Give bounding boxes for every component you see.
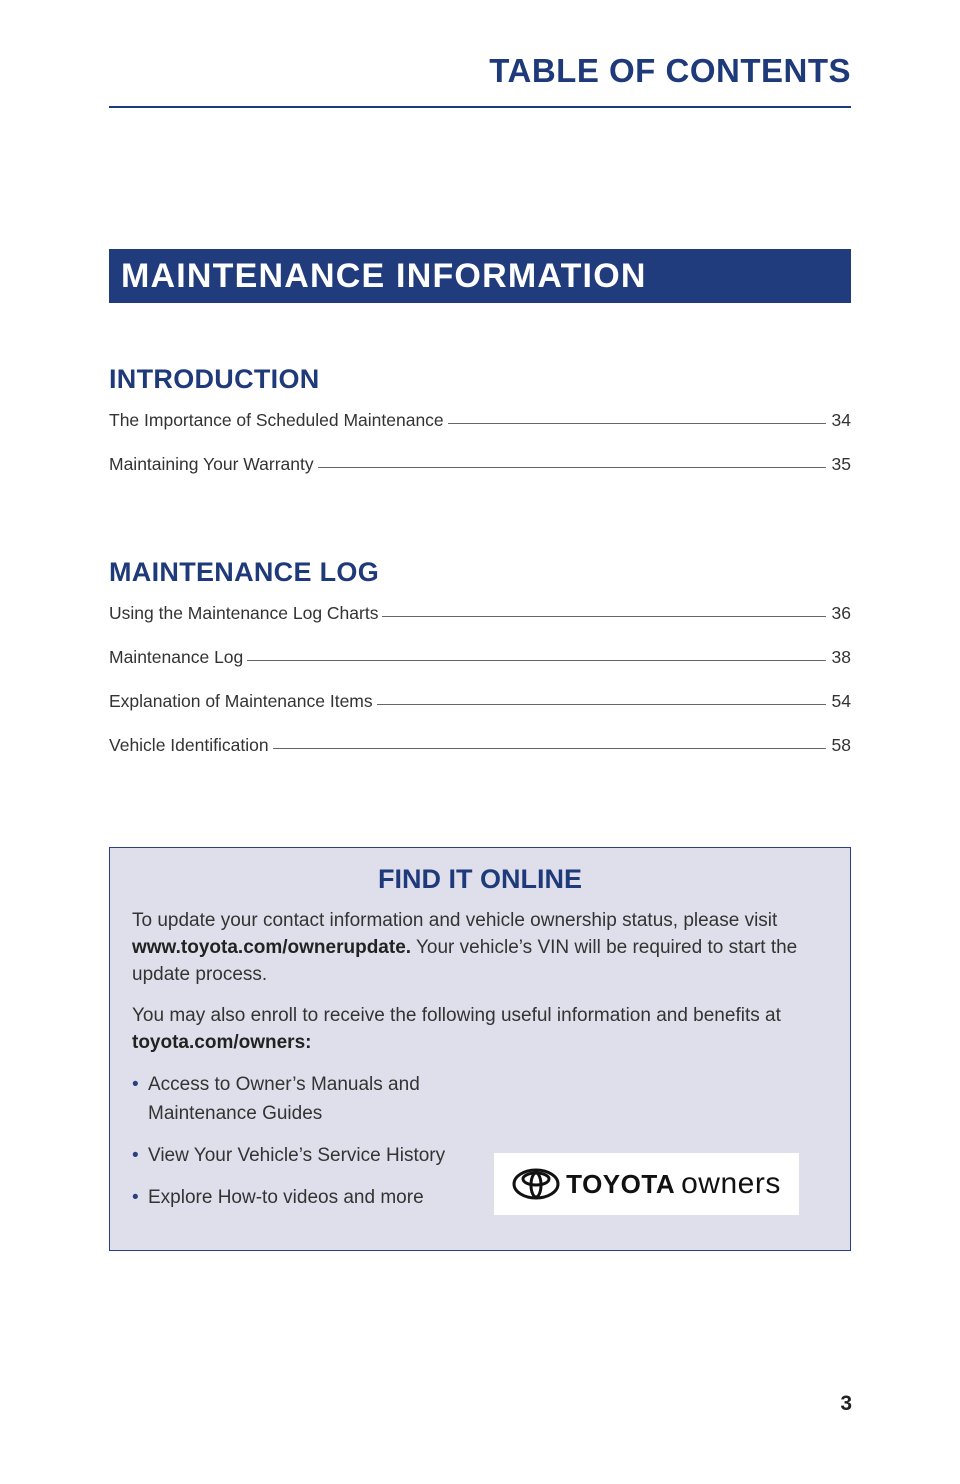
toc-leader-line (318, 467, 826, 468)
group-heading-maintenance-log: MAINTENANCE LOG (109, 557, 379, 587)
toc-leader-line (273, 748, 826, 749)
toc-leader-line (377, 704, 826, 705)
benefit-text: View Your Vehicle’s Service History (148, 1145, 446, 1166)
benefit-text: Explore How-to videos and more (148, 1187, 424, 1208)
toc-entry-label: Maintaining Your Warranty (109, 454, 314, 474)
toyota-owners-logo (494, 1153, 799, 1215)
benefit-item (132, 1070, 478, 1128)
toc-entry[interactable] (109, 598, 851, 642)
toc-entry-label: Explanation of Maintenance Items (109, 691, 373, 711)
toc-entry-page: 36 (831, 603, 851, 623)
toc-entry-page: 38 (831, 647, 851, 667)
logo-brand-text: TOYOTA (566, 1168, 676, 1199)
update-info-paragraph (132, 907, 828, 988)
find-it-online-box (109, 847, 851, 1251)
toc-group-introduction (109, 364, 851, 493)
logo-suffix-text: owners (681, 1167, 781, 1200)
benefit-text: Access to Owner’s Manuals and Maintenance Guides (148, 1074, 420, 1124)
bullet-icon: • (132, 1145, 139, 1166)
update-info-text: To update your contact information and vehicle ownership status, please visit (132, 910, 778, 931)
toyota-emblem-icon (512, 1168, 560, 1200)
toc-entry[interactable] (109, 642, 851, 686)
toc-entry-page: 35 (831, 454, 851, 474)
benefit-item (132, 1183, 478, 1212)
page-number: 3 (840, 1392, 852, 1415)
find-it-online-title: FIND IT ONLINE (378, 864, 582, 894)
enroll-text: You may also enroll to receive the following useful information and benefits at (132, 1005, 781, 1026)
section-banner (109, 249, 851, 303)
toc-group-maintenance-log (109, 557, 851, 774)
owners-link[interactable]: toyota.com/owners: (132, 1032, 312, 1053)
group-heading-introduction: INTRODUCTION (109, 364, 320, 394)
header-divider (109, 106, 851, 108)
toc-entry-label: Using the Maintenance Log Charts (109, 603, 379, 623)
enroll-paragraph (132, 1002, 828, 1056)
toc-entry-label: Maintenance Log (109, 647, 244, 667)
benefit-item (132, 1141, 478, 1170)
toc-leader-line (247, 660, 826, 661)
toc-entry-page: 58 (831, 735, 851, 755)
update-info-text-end: Your vehicle’s VIN will be required to start the update process. (132, 937, 798, 985)
toc-entry-page: 54 (831, 691, 851, 711)
toc-entry[interactable] (109, 686, 851, 730)
page-title: TABLE OF CONTENTS (489, 52, 851, 89)
owner-update-link[interactable]: www.toyota.com/ownerupdate. (132, 937, 412, 958)
toc-entry[interactable] (109, 730, 851, 774)
section-title: MAINTENANCE INFORMATION (121, 256, 647, 295)
toc-leader-line (382, 616, 826, 617)
toc-entry[interactable] (109, 405, 851, 449)
toc-leader-line (448, 423, 826, 424)
toc-entry-label: Vehicle Identification (109, 735, 269, 755)
toc-entry-label: The Importance of Scheduled Maintenance (109, 410, 444, 430)
bullet-icon: • (132, 1187, 139, 1208)
bullet-icon: • (132, 1074, 139, 1095)
toc-entry-page: 34 (831, 410, 851, 430)
toc-entry[interactable] (109, 449, 851, 493)
